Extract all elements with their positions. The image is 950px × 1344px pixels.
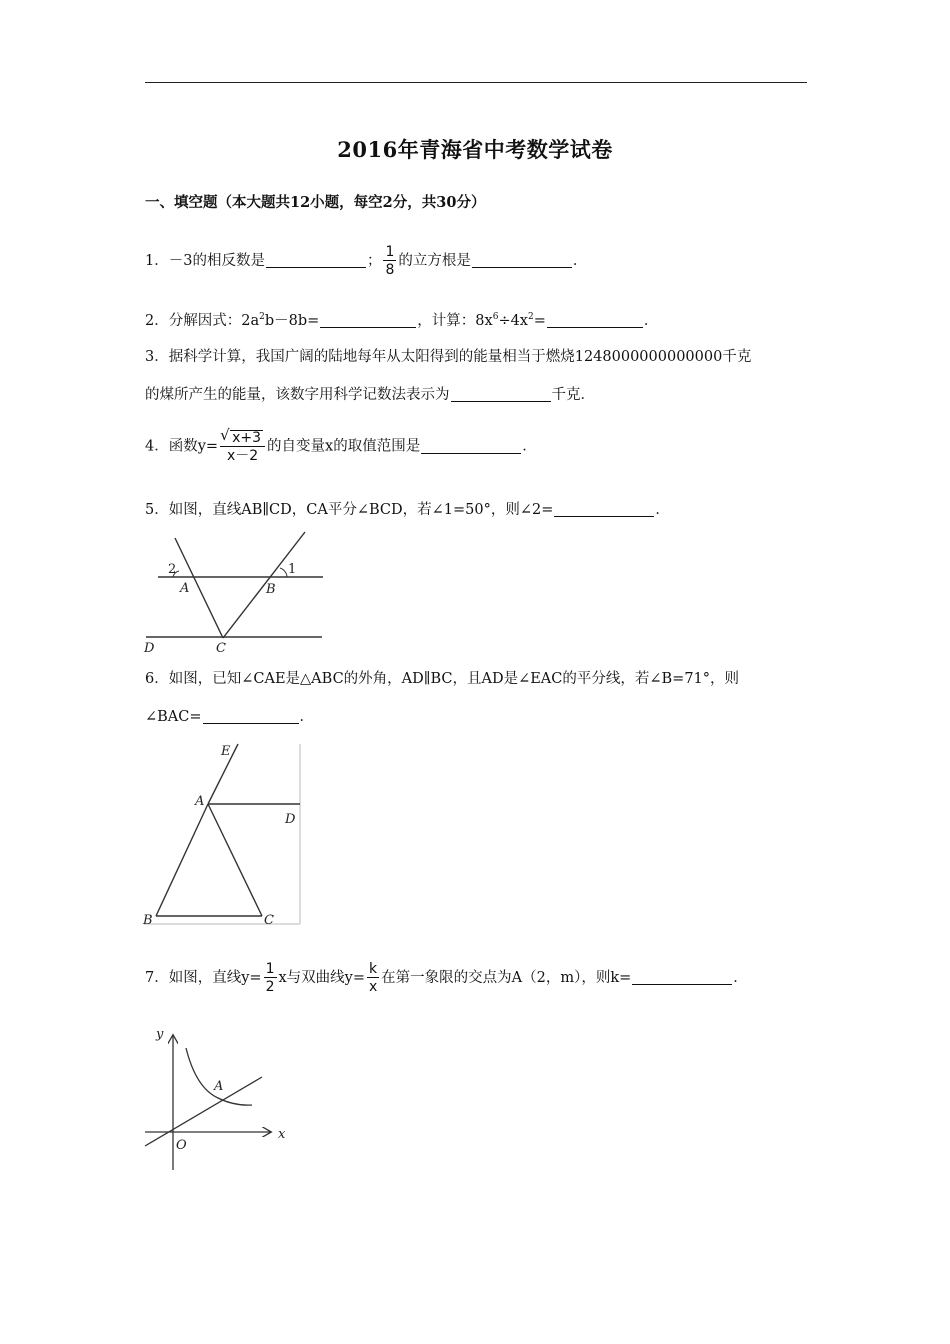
question-5	[145, 498, 670, 519]
q5-line-bc	[223, 532, 305, 638]
q1-answer-blank-2[interactable]	[472, 253, 572, 268]
q7-label-x: x	[278, 1127, 286, 1142]
q6-label-b: B	[143, 913, 153, 928]
q7-label-o: O	[176, 1138, 187, 1153]
q5-angle-1-arc	[280, 568, 287, 577]
q3-answer-blank[interactable]	[451, 387, 551, 402]
q5-label-1: 1	[288, 562, 297, 577]
question-7	[145, 962, 748, 994]
q2-mid1: b－8b=	[264, 313, 320, 329]
q4-frac-den: x－2	[226, 448, 259, 464]
q2-mid4: =	[533, 313, 546, 329]
q4-fraction	[220, 430, 265, 463]
q5-label-c: C	[216, 641, 226, 656]
q2-mid2: ，计算：8x	[417, 313, 493, 329]
question-3-line-1: 3．据科学计算，我国广阔的陆地每年从太阳得到的能量相当于燃烧1248000000000000千克	[145, 349, 752, 365]
q1-frac-num: 1	[385, 244, 395, 260]
q2-exp1: 2	[259, 312, 265, 322]
q1-prefix: 1．－3的相反数是	[145, 253, 265, 269]
q5-text: 5．如图，直线AB∥CD，CA平分∠BCD，若∠1=50°，则∠2=	[145, 502, 554, 518]
q2-exp2: 6	[492, 312, 499, 322]
question-6-line-1: 6．如图，已知∠CAE是△ABC的外角，AD∥BC，且AD是∠EAC的平分线，若∠B=71°，则	[145, 671, 740, 687]
q3-line2-end: 千克．	[551, 387, 595, 403]
q5-label-b: B	[266, 582, 276, 597]
q1-frac-den: 8	[385, 262, 395, 278]
q1-mid: 的立方根是	[398, 253, 471, 269]
q5-label-d: D	[144, 641, 155, 656]
q6-line-ab	[156, 804, 208, 916]
q5-answer-blank[interactable]	[554, 502, 654, 517]
q7-label-a: A	[214, 1079, 224, 1094]
q6-label-a: A	[195, 794, 205, 809]
q2-answer-blank-2[interactable]	[547, 313, 643, 328]
q7-label-y: y	[156, 1027, 164, 1042]
q6-line-ac	[208, 804, 262, 916]
q4-answer-blank[interactable]	[421, 439, 521, 454]
q6-answer-blank[interactable]	[203, 709, 299, 724]
q7-end: ．	[733, 970, 748, 986]
q6-figure	[140, 740, 305, 928]
q2-answer-blank-1[interactable]	[320, 313, 416, 328]
q4-mid: 的自变量x的取值范围是	[267, 438, 421, 455]
q7-frac1-den: 2	[265, 979, 275, 995]
q7-hyperbola	[186, 1048, 252, 1105]
q1-end: ．	[572, 253, 588, 269]
q5-figure	[140, 530, 330, 658]
q5-end: ．	[655, 502, 670, 518]
q7-figure	[140, 1022, 295, 1172]
q7-answer-blank[interactable]	[632, 970, 732, 985]
q6-end: ．	[299, 709, 315, 725]
q2-mid3: ÷4x	[498, 313, 528, 329]
q1-sep: ；	[366, 253, 382, 269]
q4-sqrt: √ x+3	[230, 430, 263, 445]
question-2	[145, 309, 658, 330]
q7-frac2-num: k	[369, 961, 378, 977]
q4-prefix: 4．函数y=	[145, 438, 219, 455]
q6-label-e: E	[221, 744, 231, 759]
q1-answer-blank-1[interactable]	[266, 253, 366, 268]
q2-prefix: 2．分解因式：2a	[145, 313, 260, 329]
q2-exp3: 2	[528, 312, 534, 322]
question-4	[145, 430, 537, 463]
page-title: 2016年青海省中考数学试卷	[337, 137, 613, 162]
q6-line2-prefix: ∠BAC=	[145, 709, 202, 725]
q5-label-2: 2	[168, 562, 177, 577]
question-6-line-2	[145, 705, 314, 726]
q6-label-c: C	[264, 913, 274, 928]
question-1	[145, 245, 587, 277]
top-rule	[145, 82, 807, 83]
q4-frac-num-wrap	[220, 430, 265, 447]
question-3-line-2	[145, 383, 595, 404]
q1-fraction	[383, 245, 396, 277]
q2-end: ．	[643, 313, 659, 329]
q6-label-d: D	[285, 812, 296, 827]
q7-frac2-den: x	[368, 979, 378, 995]
q7-mid1: x与双曲线y=	[278, 970, 366, 986]
q3-line2-prefix: 的煤所产生的能量，该数字用科学记数法表示为	[145, 387, 450, 403]
q7-prefix: 7．如图，直线y=	[145, 970, 262, 986]
q7-fraction-2	[367, 962, 379, 994]
q5-label-a: A	[180, 581, 190, 596]
q7-mid2: 在第一象限的交点为A（2，m），则k=	[381, 970, 632, 986]
q7-fraction-1	[264, 962, 277, 994]
q7-frac1-num: 1	[265, 961, 275, 977]
q4-end: ．	[522, 438, 537, 455]
section-heading: 一、填空题（本大题共12小题，每空2分，共30分）	[145, 194, 486, 211]
